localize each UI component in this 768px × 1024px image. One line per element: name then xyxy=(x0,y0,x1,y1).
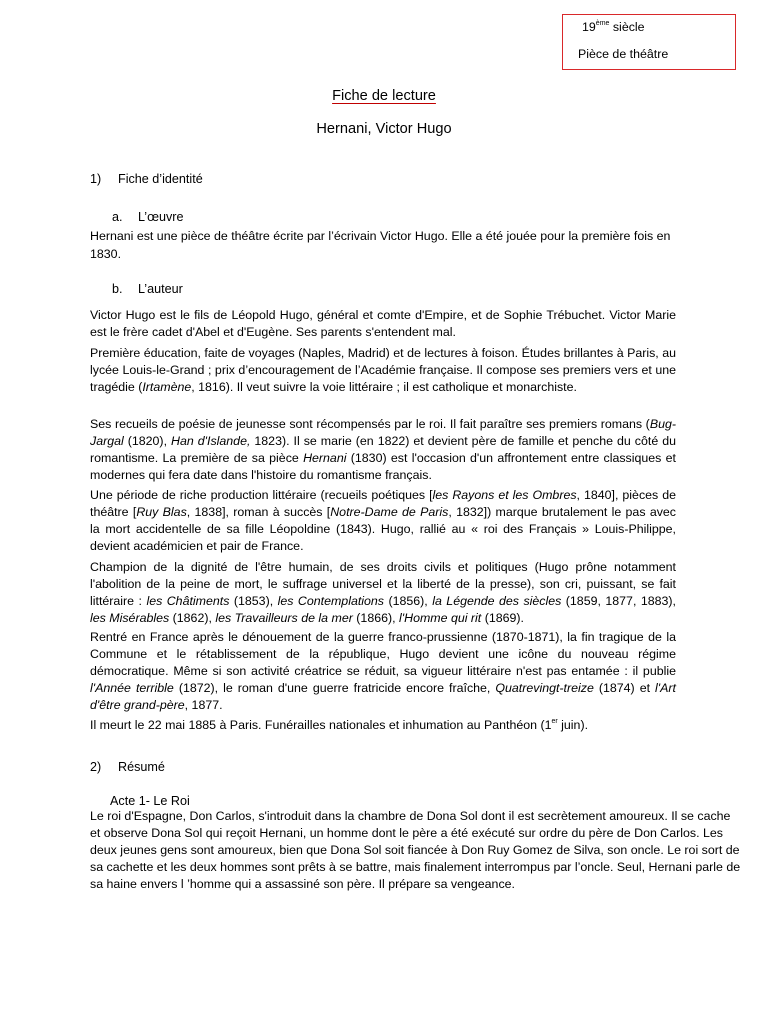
auteur-paragraph-2: Première éducation, faite de voyages (Naples, Madrid) et de lectures à foison. Études brillantes à Paris, au lycée Louis-le-Grand ; prix d’encouragement de l’Académie française. Il compose ses premiers vers et une tragédie (Irtamène, 1816). Il veut suivre la voie littéraire ; il est catholique et monarchiste. xyxy=(90,346,676,394)
auteur-paragraph-1: Victor Hugo est le fils de Léopold Hugo, général et comte d'Empire, et de Sophie Trébuchet. Victor Marie est le frère cadet d'Abel et d'Eugène. Ses parents s'entendent mal. xyxy=(90,308,676,339)
page-title: Fiche de lecture xyxy=(332,88,436,104)
classification-box xyxy=(562,14,736,70)
auteur-paragraph-3: Ses recueils de poésie de jeunesse sont récompensés par le roi. Il fait paraître ses premiers romans (Bug-Jargal (1820), Han d'Islande, 1823). Il se marie (en 1822) et devient père de famille et penche du côté du romantisme. La première de sa pièce Hernani (1830) est l'occasion d'un affrontement entre classiques et modernes qui fera date dans l'histoire du romantisme français. xyxy=(90,417,676,482)
genre-label: Pièce de théâtre xyxy=(578,47,669,61)
auteur-paragraph-5: Champion de la dignité de l'être humain, de ses droits civils et politiques (Hugo prône notamment l'abolition de la peine de mort, le suffrage universel et la liberté de la presse), son cri, puissant, se fait littéraire : les Châtiments (1853), les Contemplations (1856), la Légende des siècles (1859, 1877, 1883), les Misérables (1862), les Travailleurs de la mer (1866), l'Homme qui rit (1869). xyxy=(90,560,676,625)
subheading-oeuvre: a. L’œuvre xyxy=(112,210,184,224)
oeuvre-paragraph: Hernani est une pièce de théâtre écrite par l’écrivain Victor Hugo. Elle a été jouée pour la première fois en 1830. xyxy=(90,229,671,261)
auteur-paragraph-4: Une période de riche production littéraire (recueils poétiques [les Rayons et les Ombres, 1840], pièces de théâtre [Ruy Blas, 1838], roman à succès [Notre-Dame de Paris, 1832]) marque brutalement le pas avec la mort accidentelle de sa fille Léopoldine (1843). Hugo, rallié au « roi des Français » Louis-Philippe, devient académicien et pair de France. xyxy=(90,488,676,553)
page-subtitle: Hernani, Victor Hugo xyxy=(316,121,452,137)
acte1-paragraph: Le roi d'Espagne, Don Carlos, s'introduit dans la chambre de Dona Sol dont il est secrètement amoureux. Il se cache et observe Dona Sol qui reçoit Hernani, un homme dont le père a été exécuté sur ordre du père de Don Carlos. Les deux jeunes gens sont amoureux, bien que Dona Sol soit fiancée à Don Ruy Gomez de Silva, son oncle. Le roi sort de sa cachette et les deux hommes sont prêts à se battre, mais finalement interrompus par l’oncle. Seul, Hernani parle de sa haine envers l ’homme qui a assassiné son père. Il prépare sa vengeance. xyxy=(90,809,741,891)
subheading-auteur: b. L’auteur xyxy=(112,282,183,296)
section-heading-resume: 2) Résumé xyxy=(90,760,165,774)
section-heading-identite: 1) Fiche d’identité xyxy=(90,172,203,186)
acte1-heading: Acte 1- Le Roi xyxy=(110,794,190,808)
auteur-paragraph-6: Rentré en France après le dénouement de la guerre franco-prussienne (1870-1871), la fin tragique de la Commune et le rétablissement de la république, Hugo devient une icône du nouveau régime démocratique. Même si son activité créatrice se réduit, sa vigueur littéraire n'est pas entamée : il publie l'Année terrible (1872), le roman d'une guerre fratricide encore fraîche, Quatrevingt-treize (1874) et l'Art d'être grand-père, 1877. xyxy=(90,630,676,712)
auteur-paragraph-7: Il meurt le 22 mai 1885 à Paris. Funérailles nationales et inhumation au Panthéon (1er juin). xyxy=(90,718,589,732)
century-label: 19ème siècle xyxy=(582,20,645,34)
